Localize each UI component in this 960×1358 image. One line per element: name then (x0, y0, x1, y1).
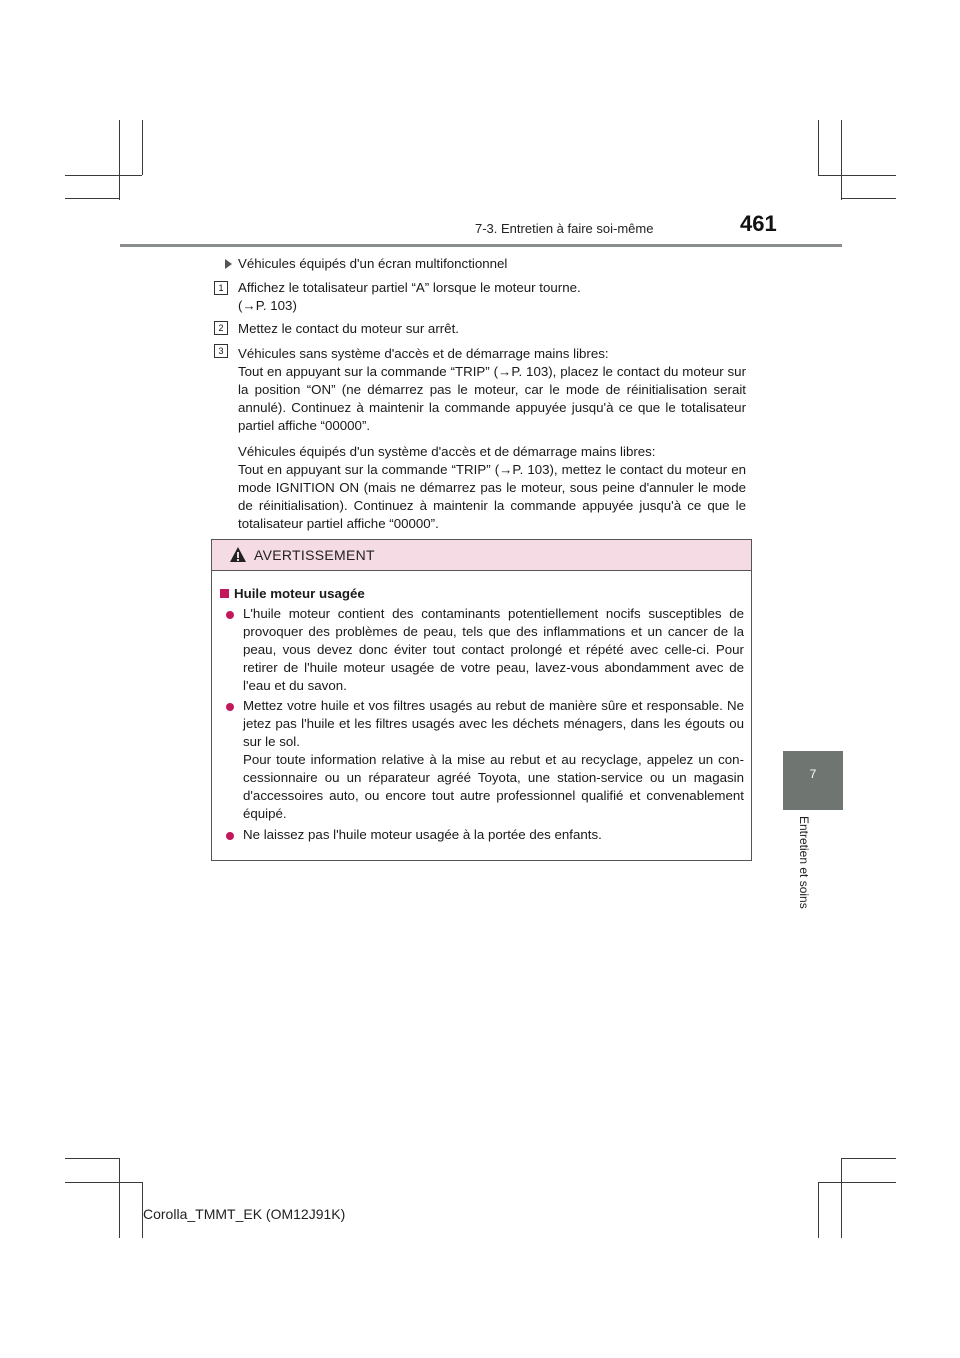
step-number-1: 1 (214, 281, 228, 295)
warning-bullet-1: L'huile moteur contient des contaminants potentiellement nocifs susceptibles de provoquer des problèmes de peau, tels que des inflammations et un cancer de la peau, vous devez donc éviter tout contact prolongé et répété avec celle-ci. Pour retirer de l'huile moteur usagée de votre peau, lavez-vous abondamment avec de l'eau et du savon. (243, 606, 744, 693)
document-footer: Corolla_TMMT_EK (OM12J91K) (143, 1206, 346, 1222)
square-bullet-icon (220, 589, 229, 598)
step-number-2: 2 (214, 321, 228, 335)
circle-bullet-icon (226, 611, 234, 619)
warning-bullet-3: Ne laissez pas l'huile moteur usagée à la portée des enfants. (243, 827, 602, 842)
triangle-bullet-icon (225, 259, 232, 269)
step-3-para1-title: Véhicules sans système d'accès et de démarrage mains libres: (238, 346, 609, 361)
step-3-para2-body: Tout en appuyant sur la commande “TRIP” (→P. 103), mettez le contact du moteur en mode IGNITION ON (mais ne démarrez pas le moteur, sous peine d'annuler le mode de réinitialisation). Continuez à maintenir la commande appuyée jusqu'à ce que le totalisateur partiel affiche “00000”. (238, 462, 746, 531)
chapter-tab (783, 751, 843, 810)
header-rule (120, 244, 842, 247)
step-1-line2: (→P. 103) (238, 298, 297, 313)
warning-box (211, 539, 752, 861)
step-3-para1-body: Tout en appuyant sur la commande “TRIP” (→P. 103), placez le contact du moteur sur la position “ON” (ne démarrez pas le moteur, car le mode de réinitialisation serait annulé). Continuez à maintenir la commande appuyée jusqu'à ce que le totalisateur partiel affiche “00000”. (238, 364, 746, 433)
step-number-3: 3 (214, 344, 228, 358)
lead-line (225, 256, 507, 271)
lead-text: Véhicules équipés d'un écran multifonctionnel (238, 256, 508, 271)
warning-bullet-2-extra: Pour toute information relative à la mise au rebut et au recyclage, appelez un con-cessionnaire ou un réparateur agréé Toyota, une station-service ou un magasin d'accessoires auto, ou encore tout autre professionnel qualifié et convenablement équipé. (243, 752, 744, 821)
chapter-number: 7 (809, 767, 817, 781)
warning-heading (220, 586, 365, 601)
step-2: Mettez le contact du moteur sur arrêt. (238, 321, 459, 336)
warning-header (212, 540, 751, 571)
step-3-para2-title: Véhicules équipés d'un système d'accès et de démarrage mains libres: (238, 444, 656, 459)
chapter-label: Entretien et soins (797, 816, 811, 909)
warning-triangle-icon (229, 546, 247, 563)
step-1 (238, 279, 746, 315)
step-1-line1: Affichez le totalisateur partiel “A” lorsque le moteur tourne. (238, 280, 581, 295)
warning-bullet-2-text: Mettez votre huile et vos filtres usagés au rebut de manière sûre et responsable. Ne jetez pas l'huile et les filtres usagés avec les déchets ménagers, dans les égouts ou sur le sol. (243, 698, 744, 749)
warning-bullet-2 (243, 697, 744, 823)
section-title: 7-3. Entretien à faire soi-même (475, 221, 654, 236)
warning-heading-text: Huile moteur usagée (234, 586, 365, 601)
step-3 (238, 345, 746, 533)
page-number: 461 (740, 211, 777, 236)
circle-bullet-icon (226, 832, 234, 840)
warning-title: AVERTISSEMENT (254, 547, 375, 563)
circle-bullet-icon (226, 703, 234, 711)
